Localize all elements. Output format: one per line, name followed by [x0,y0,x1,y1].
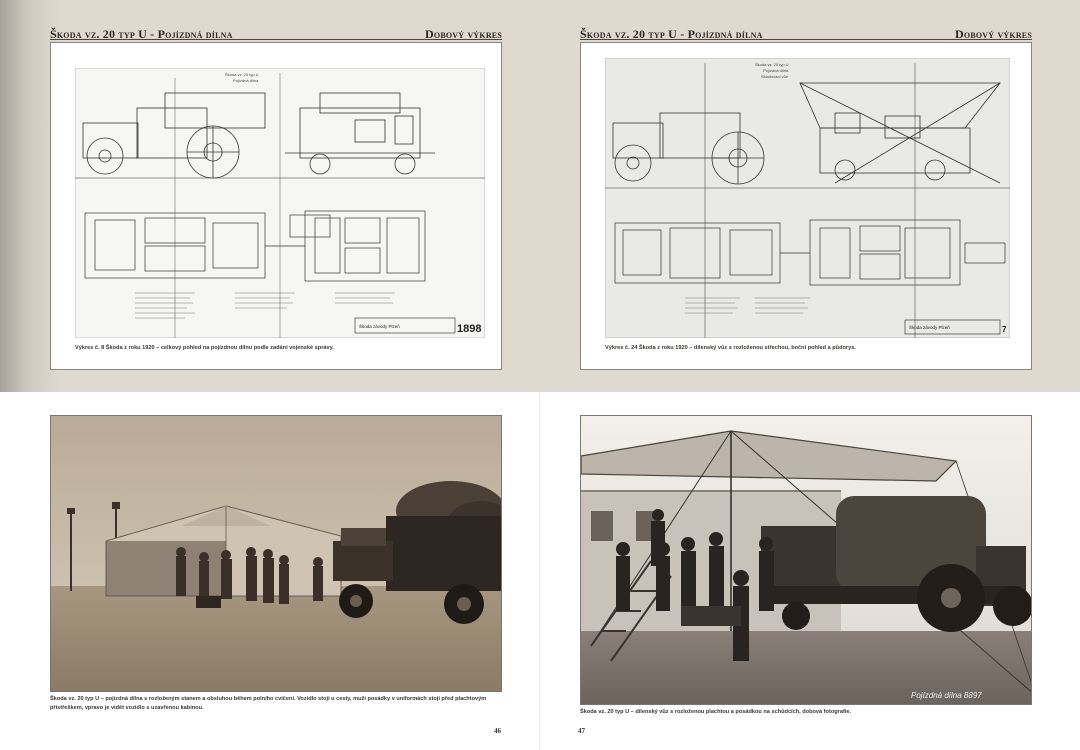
left-technical-drawing [75,68,485,338]
left-page-header [50,26,502,40]
left-drawing-panel [50,42,502,370]
left-photo-caption: Škoda vz. 20 typ U – pojízdná dílna s rozloženým stanem a obsluhou během polního cvičení. Vozidlo stojí u cesty, muži posádky v uniformách stojí před plachtovým přístřeškem, vpravo je vidět vozidlo s uzavřenou kabinou. [50,696,487,711]
right-drawing-panel [580,42,1032,370]
right-page-header [580,26,1032,40]
right-drawing-title-3: Skladovací vůz [761,74,788,79]
right-page-number: 47 [578,727,585,735]
right-header-title: Škoda vz. 20 typ U - Pojízdná dílna [580,27,763,41]
right-photo-caption: Škoda vz. 20 typ U – dílenský vůz s rozloženou plachtou a posádkou na schůdcích, dobová fotografie. [580,709,852,715]
left-header-title: Škoda vz. 20 typ U - Pojízdná dílna [50,27,233,41]
left-drawing-number: 1898 [457,323,482,335]
left-drawing-title-2: Pojízdná dílna [233,78,259,83]
left-historical-photo [50,415,502,692]
right-drawing-caption: Výkres č. 24 Škoda z roku 1920 – dílenský vůz s rozloženou střechou, boční pohled a půdorys. [605,345,856,351]
right-drawing-title-1: Škoda vz. 20 typ U [755,62,789,67]
left-page-number: 46 [494,727,501,735]
left-header-section: Dobový výkres [425,27,502,41]
right-drawing-number: 7 [1002,325,1007,334]
left-drawing-title-1: Škoda vz. 20 typ U [225,72,259,77]
left-drawing-stamp: Škoda závody Plzeň [359,324,400,329]
right-technical-drawing [605,58,1010,338]
right-drawing-stamp: Škoda závody Plzeň [909,325,950,330]
book-gutter [539,392,541,750]
right-photo-mark: Pojízdná dílna 8897 [911,691,982,700]
right-drawing-title-2: Pojízdná dílna [763,68,789,73]
right-historical-photo [580,415,1032,705]
right-header-section: Dobový výkres [955,27,1032,41]
left-drawing-caption: Výkres č. 8 Škoda z roku 1920 – celkový pohled na pojízdnou dílnu podle zadání vojenské správy. [75,345,334,351]
